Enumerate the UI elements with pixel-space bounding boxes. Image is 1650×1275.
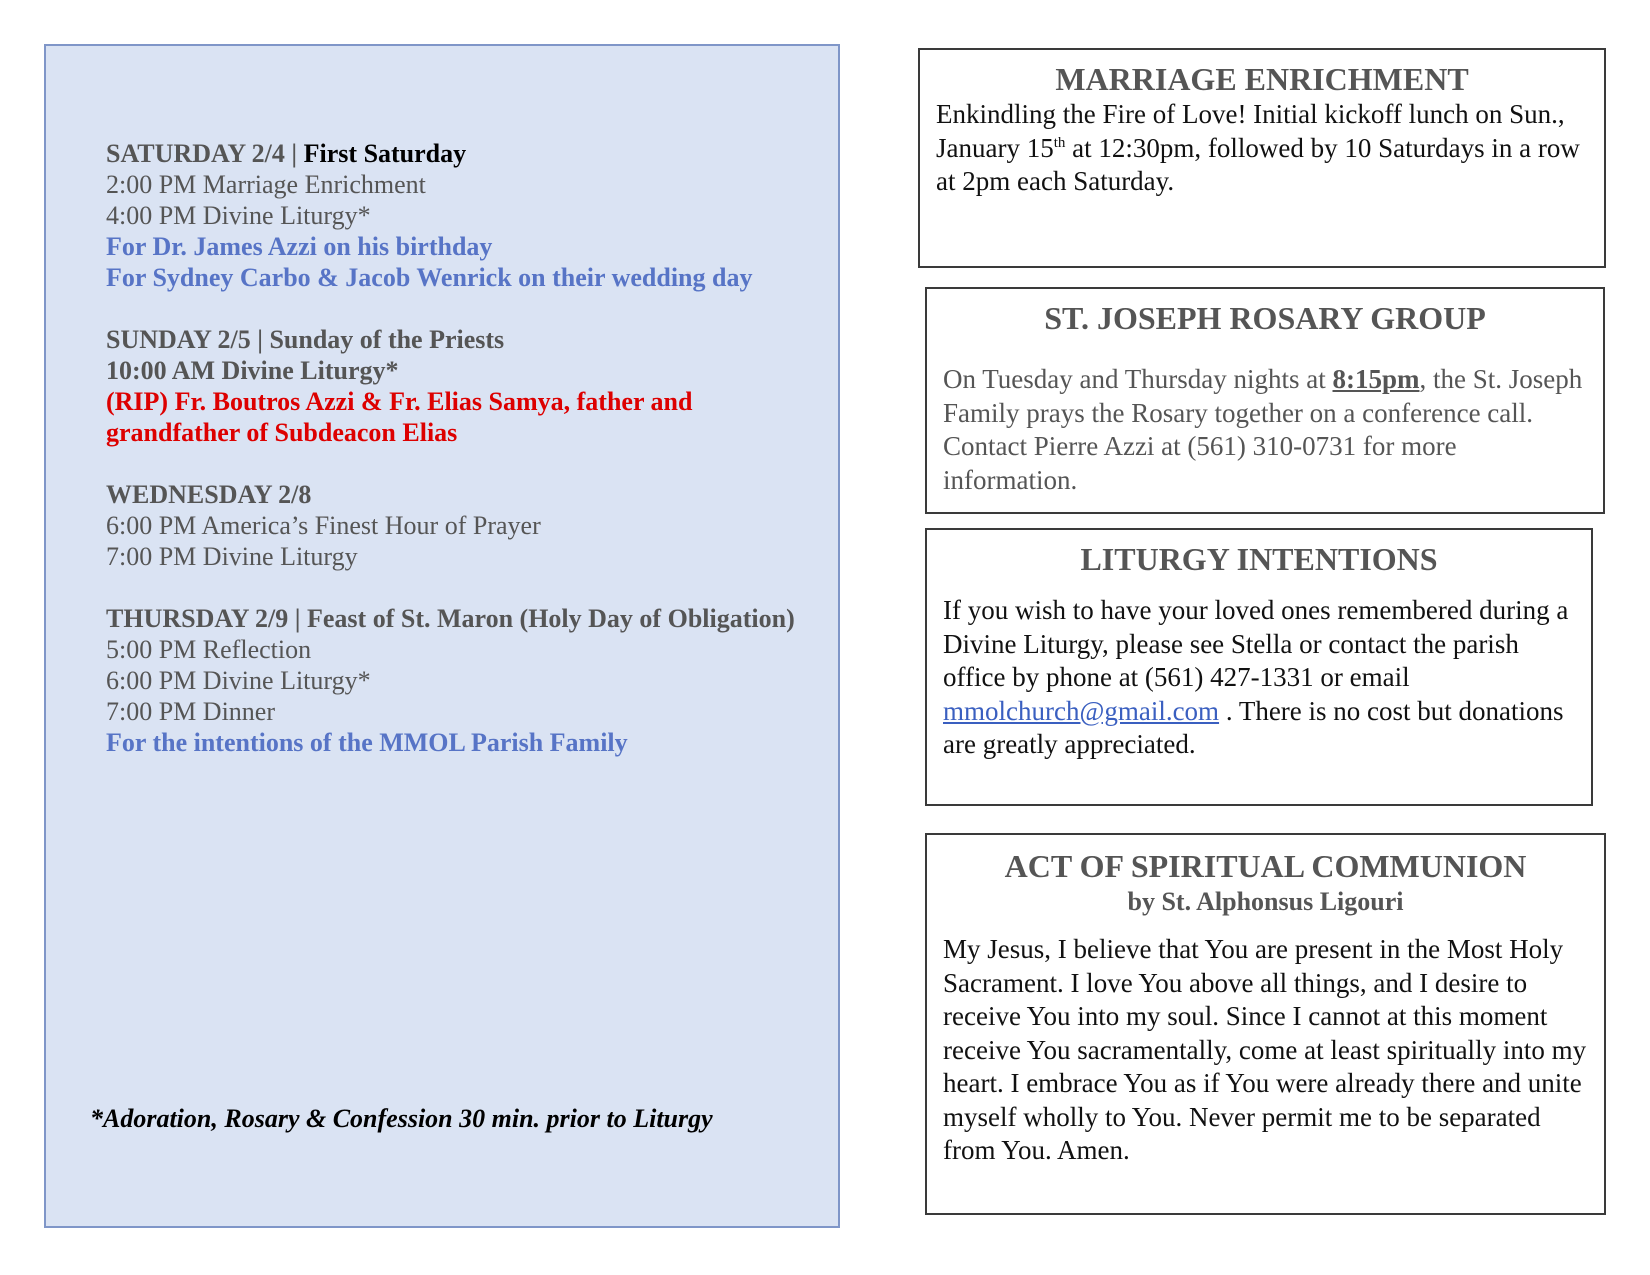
schedule-day-sunday: [106, 324, 796, 448]
text-part: at 12:30pm, followed by 10 Saturdays in a row at 2pm each Saturday.: [936, 132, 1580, 196]
prayer-text: My Jesus, I believe that You are present in the Most Holy Sacrament. I love You above all things, and I desire to receive You into my soul. Since I cannot at this moment receive You sacramentally, come at least spiritually into my heart. I embrace You as if You were already there and unite myself wholly to You. Never permit me to be separated from You. Amen.: [943, 934, 1587, 1165]
schedule-line: 2:00 PM Marriage Enrichment: [106, 170, 426, 199]
schedule-line: 10:00 AM Divine Liturgy*: [106, 356, 399, 385]
liturgy-intentions-box: [925, 528, 1593, 806]
day-heading: THURSDAY 2/9 | Feast of St. Maron (Holy Day of Obligation): [106, 604, 795, 633]
schedule-line: 7:00 PM Divine Liturgy: [106, 542, 358, 571]
mass-intention: For Sydney Carbo & Jacob Wenrick on their wedding day: [106, 263, 753, 292]
box-title: ST. JOSEPH ROSARY GROUP: [1044, 300, 1486, 336]
schedule-panel: [44, 44, 840, 1228]
text-part: If you wish to have your loved ones remembered during a Divine Liturgy, please see Stella or contact the parish office by phone at (561) 427-1331 or email: [943, 595, 1569, 692]
box-text: [943, 363, 1587, 497]
rosary-group-box: [925, 287, 1605, 514]
day-title: First Saturday: [303, 139, 467, 168]
email-link[interactable]: mmolchurch@gmail.com: [943, 695, 1220, 726]
schedule-day-thursday: [106, 603, 796, 758]
day-heading: WEDNESDAY 2/8: [106, 480, 312, 509]
schedule-line: 5:00 PM Reflection: [106, 635, 312, 664]
box-text: [936, 98, 1588, 199]
schedule-line: 4:00 PM Divine Liturgy*: [106, 201, 371, 230]
superscript: th: [1053, 134, 1066, 151]
mass-intention: For Dr. James Azzi on his birthday: [106, 232, 493, 261]
box-subtitle: by St. Alphonsus Ligouri: [1127, 887, 1404, 916]
box-title: ACT OF SPIRITUAL COMMUNION: [1004, 848, 1527, 884]
box-text: [943, 594, 1575, 762]
box-title: MARRIAGE ENRICHMENT: [1055, 61, 1469, 97]
text-part: On Tuesday and Thursday nights at: [943, 364, 1333, 394]
schedule-list: [106, 138, 796, 789]
text-part: . There is no cost but donations are greatly appreciated.: [943, 695, 1564, 759]
schedule-line: 6:00 PM Divine Liturgy*: [106, 666, 371, 695]
day-heading: SUNDAY 2/5 | Sunday of the Priests: [106, 325, 505, 354]
schedule-line: 7:00 PM Dinner: [106, 697, 275, 726]
mass-intention: (RIP) Fr. Boutros Azzi & Fr. Elias Samya, father and grandfather of Subdeacon Elias: [106, 387, 693, 447]
text-part: , the St. Joseph Family prays the Rosary together on a conference call. Contact Pierre Azzi at (561) 310-0731 for more information.: [943, 364, 1583, 495]
spiritual-communion-box: [925, 833, 1606, 1215]
schedule-line: 6:00 PM America’s Finest Hour of Prayer: [106, 511, 541, 540]
marriage-enrichment-box: [918, 48, 1606, 268]
box-title: LITURGY INTENTIONS: [1080, 541, 1438, 577]
schedule-day-saturday: [106, 138, 796, 293]
day-heading: [106, 138, 796, 169]
mass-intention: For the intentions of the MMOL Parish Family: [106, 728, 628, 757]
adoration-note: *Adoration, Rosary & Confession 30 min. prior to Liturgy: [90, 1104, 713, 1133]
rosary-time: 8:15pm: [1332, 364, 1420, 394]
schedule-day-wednesday: [106, 479, 796, 572]
text-part: Enkindling the Fire of Love! Initial kickoff lunch on Sun., January 15: [936, 99, 1565, 163]
day-label: SATURDAY 2/4 |: [106, 139, 304, 168]
